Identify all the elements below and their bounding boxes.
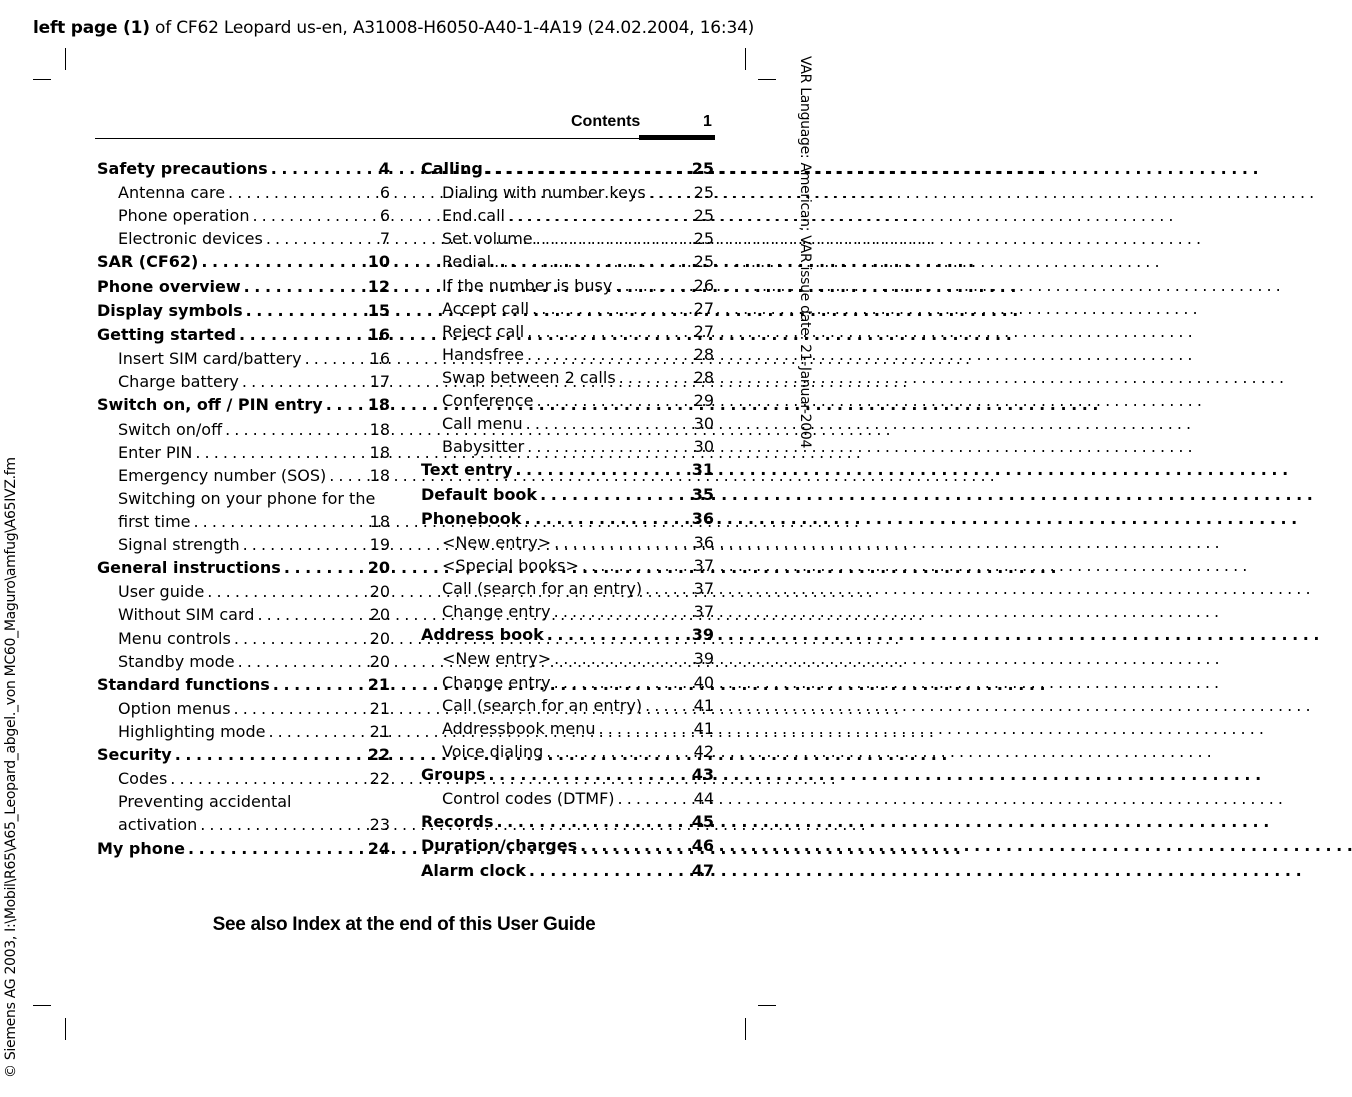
dot-leader [485,763,691,787]
toc-entry-page: 18 [369,442,390,462]
toc-section-entry[interactable] [97,697,390,720]
toc-entry-page: 31 [691,460,714,480]
header-bold-part: left page (1) [33,18,150,38]
crop-mark-tl-h [33,79,51,80]
toc-entry-title: Safety precautions [97,159,268,178]
toc-entry-page: 37 [693,602,714,622]
toc-entry-title: Default book [421,484,538,504]
toc-entry-title: Getting started [97,325,236,345]
toc-section-entry[interactable] [421,577,714,600]
running-head-title: Contents [571,113,641,130]
toc-section-entry[interactable] [421,717,714,740]
toc-entry-title: Without SIM card [118,605,255,625]
toc-section-entry[interactable] [97,487,390,510]
toc-entry-title: General instructions [97,558,281,578]
header-rest: of CF62 Leopard us-en, A31008-H6050-A40-1-4A19 (24.02.2004, 16:34) [149,18,755,38]
toc-entry-title: Option menus [118,698,231,718]
toc-section-entry[interactable] [97,790,390,813]
toc-entry-page: 22 [369,769,390,789]
toc-entry-title: End call [442,206,505,226]
dot-leader [523,412,694,435]
toc-entry-page: 41 [693,718,714,738]
toc-entry-title: Codes [118,769,168,789]
toc-entry-page: 25 [693,206,714,226]
toc-entry-page: 45 [691,812,714,832]
toc-entry-page: 37 [693,579,714,599]
toc-entry-page: 39 [693,649,714,669]
toc-chapter-entry[interactable] [97,743,390,767]
toc-entry-title: Standard functions [97,674,270,694]
toc-section-entry[interactable] [421,554,714,577]
toc-entry-page: 37 [693,555,714,575]
dot-leader [231,697,370,720]
toc-section-entry[interactable] [97,418,390,441]
toc-entry-title: If the number is busy [442,275,613,295]
toc-section-entry[interactable] [97,603,390,626]
toc-entry-title: Call menu [442,414,523,434]
toc-left-column [97,157,390,861]
dot-leader [524,343,694,366]
toc-chapter-entry[interactable] [97,556,390,580]
toc-entry-title: Groups [421,764,486,784]
crop-mark-tl-v [65,48,66,70]
toc-entry-title: first time [118,511,191,531]
dot-leader [537,483,692,507]
toc-entry-title: Swap between 2 calls [442,367,616,387]
toc-chapter-entry[interactable] [97,275,390,299]
dot-leader [235,650,370,673]
dot-leader [265,720,369,743]
dot-leader [491,250,694,273]
dot-leader [281,556,368,580]
toc-entry-title: Emergency number (SOS) [118,465,327,485]
toc-entry-page: 18 [369,465,390,485]
toc-chapter-entry[interactable] [421,859,714,883]
toc-entry-page: 23 [369,815,390,835]
toc-entry-title: activation [118,815,198,835]
dot-leader [533,227,694,250]
toc-entry-page: 29 [693,391,714,411]
toc-entry-page: 19 [369,535,390,555]
toc-entry-page: 30 [693,437,714,457]
dot-leader [615,787,694,810]
toc-entry-title: Call (search for an entry) [442,579,643,599]
toc-section-entry[interactable] [97,627,390,650]
dot-leader [521,507,691,531]
toc-chapter-entry[interactable] [421,623,714,647]
toc-entry-page: 4 [378,159,390,178]
dot-leader [239,370,370,393]
crop-mark-tr-h [758,79,776,80]
toc-entry-title: Charge battery [118,372,239,392]
toc-entry-title: User guide [118,582,205,602]
crop-mark-br-h [758,1005,776,1006]
toc-section-entry[interactable] [421,600,714,623]
dot-leader [524,435,693,458]
dot-leader [270,673,368,697]
dot-leader [254,603,369,626]
toc-section-entry[interactable] [421,297,714,320]
toc-entry-page: 40 [693,672,714,692]
toc-entry-page: 43 [691,764,714,784]
toc-entry-page: 20 [369,605,390,625]
toc-chapter-entry[interactable] [97,157,390,181]
dot-leader [551,671,694,694]
toc-chapter-entry[interactable] [421,458,714,482]
toc-entry-title: Dialing with number keys [442,183,646,203]
toc-entry-title: Antenna care [118,183,226,203]
toc-entry-title: Menu controls [118,628,231,648]
dot-leader [240,533,370,556]
toc-entry-title: Insert SIM card/battery [118,349,302,369]
toc-chapter-entry[interactable] [421,157,714,181]
toc-entry-page: 27 [693,321,714,341]
toc-section-entry[interactable] [421,412,714,435]
dot-leader [579,554,694,577]
toc-chapter-entry[interactable] [421,507,714,531]
toc-chapter-entry[interactable] [421,834,714,858]
dot-leader [236,323,368,347]
dot-leader [263,227,380,250]
toc-section-entry[interactable] [421,204,714,227]
dot-leader [191,510,370,533]
toc-chapter-entry[interactable] [421,483,714,507]
side-note-right: VAR Language: American; VAR issue date: 21-Januar-2004 [797,56,813,449]
toc-entry-page: 39 [691,625,714,645]
toc-entry-title: Security [97,745,172,765]
toc-section-entry[interactable] [421,274,714,297]
toc-section-entry[interactable] [421,647,714,670]
toc-entry-title: Switch on/off [118,419,223,439]
toc-entry-title: Calling [421,159,483,178]
dot-leader [172,743,368,767]
toc-entry-title: Reject call [442,321,525,341]
toc-entry-page: 26 [693,275,714,295]
dot-leader [551,531,694,554]
toc-section-entry[interactable] [421,181,714,204]
print-job-header [33,18,754,38]
toc-entry-title: Redial [442,252,492,272]
toc-entry-page: 46 [691,836,714,856]
toc-entry-page: 28 [693,367,714,387]
header-rule [95,138,715,139]
dot-leader [529,297,694,320]
toc-chapter-entry[interactable] [97,299,390,323]
toc-entry-page: 35 [691,484,714,504]
toc-entry-title: Enter PIN [118,442,193,462]
toc-chapter-entry[interactable] [421,810,714,834]
dot-leader [268,157,379,181]
toc-section-entry[interactable] [97,370,390,393]
crop-mark-br-v [745,1018,746,1040]
dot-leader [483,157,692,181]
toc-entry-page: 12 [367,276,390,296]
toc-section-entry[interactable] [421,740,714,763]
toc-entry-page: 21 [369,698,390,718]
toc-entry-page: 24 [367,838,390,858]
dot-leader [198,250,367,274]
toc-section-entry[interactable] [97,510,390,533]
toc-entry-title: Phone operation [118,206,250,226]
toc-section-entry[interactable] [97,720,390,743]
dot-leader [241,275,368,299]
toc-entry-title: My phone [97,838,185,858]
dot-leader [544,623,692,647]
toc-entry-page: 18 [369,419,390,439]
dot-leader [249,204,379,227]
toc-entry-page: 36 [693,532,714,552]
toc-entry-page: 47 [691,860,714,880]
toc-entry-page: 21 [369,722,390,741]
toc-entry-title: Address book [421,625,544,645]
toc-entry-page: 20 [369,651,390,671]
toc-entry-title: Preventing accidental [118,792,292,812]
crop-mark-tr-v [745,48,746,70]
toc-entry-page: 44 [693,789,714,809]
header-rule-accent [639,135,715,140]
toc-entry-page: 6 [379,183,390,203]
toc-entry-title: Text entry [421,460,513,480]
dot-leader [204,580,369,603]
toc-entry-page: 25 [693,183,714,203]
dot-leader [543,740,693,763]
dot-leader [185,837,368,861]
toc-entry-title: Switch on, off / PIN entry [97,395,323,415]
toc-section-entry[interactable] [97,441,390,464]
toc-entry-page: 18 [367,395,390,415]
dot-leader [494,810,692,834]
toc-entry-title: <Special books> [442,555,579,575]
dot-leader [646,181,694,204]
toc-chapter-entry[interactable] [97,250,390,274]
dot-leader [616,366,694,389]
toc-section-entry[interactable] [97,533,390,556]
toc-chapter-entry[interactable] [97,837,390,861]
toc-entry-page: 27 [693,298,714,318]
toc-entry-page: 41 [693,695,714,715]
toc-entry-title: SAR (CF62) [97,252,199,272]
toc-right-column [421,157,714,883]
dot-leader [231,627,370,650]
toc-entry-page: 20 [369,582,390,602]
dot-leader [167,767,369,790]
dot-leader [222,418,370,441]
toc-section-entry[interactable] [421,671,714,694]
toc-entry-page: 42 [693,741,714,761]
toc-chapter-entry[interactable] [97,393,390,417]
dot-leader [596,717,694,740]
toc-entry-title: Change entry [442,602,551,622]
toc-section-entry[interactable] [421,343,714,366]
toc-entry-title: Accept call [442,298,530,318]
toc-section-entry[interactable] [97,650,390,673]
crop-mark-bl-h [33,1005,51,1006]
dot-leader [551,600,694,623]
toc-section-entry[interactable] [97,347,390,370]
toc-section-entry[interactable] [421,787,714,810]
toc-entry-title: Electronic devices [118,229,263,249]
toc-entry-title: Highlighting mode [118,722,266,741]
dot-leader [326,464,369,487]
dot-leader [533,389,693,412]
toc-section-entry[interactable] [421,694,714,717]
toc-entry-title: Duration/charges [421,836,578,856]
toc-entry-page: 25 [691,159,714,178]
toc-entry-page: 18 [369,511,390,531]
toc-entry-title: <New entry> [442,532,552,552]
toc-section-entry[interactable] [97,227,390,250]
toc-entry-title: Standby mode [118,651,235,671]
dot-leader [505,204,694,227]
toc-chapter-entry[interactable] [97,673,390,697]
toc-entry-page: 28 [693,344,714,364]
toc-section-entry[interactable] [421,227,714,250]
toc-entry-title: Conference [442,391,534,411]
dot-leader [526,859,692,883]
toc-section-entry[interactable] [421,320,714,343]
toc-entry-page: 16 [367,325,390,345]
dot-leader [323,393,368,417]
dot-leader [642,694,694,717]
dot-leader [192,441,369,464]
toc-section-entry[interactable] [97,767,390,790]
dot-leader [524,320,693,343]
toc-entry-page: 25 [693,229,714,249]
toc-section-entry[interactable] [97,464,390,487]
toc-entry-title: Voice dialing [442,741,544,761]
toc-entry-page: 25 [693,252,714,272]
toc-entry-page: 20 [369,628,390,648]
toc-entry-title: Switching on your phone for the [118,488,376,508]
toc-entry-page: 30 [693,414,714,434]
toc-entry-page: 7 [379,229,390,249]
toc-entry-page: 6 [379,206,390,226]
crop-mark-bl-v [65,1018,66,1040]
toc-section-entry[interactable] [97,813,390,836]
toc-section-entry[interactable] [97,580,390,603]
dot-leader [577,834,692,858]
dot-leader [551,647,694,670]
dot-leader [197,813,369,836]
toc-entry-title: Phone overview [97,276,241,296]
toc-entry-title: Babysitter [442,437,525,457]
toc-entry-page: 15 [367,300,390,320]
dot-leader [612,274,693,297]
toc-entry-title: Addressbook menu [442,718,596,738]
toc-entry-title: Handsfree [442,344,525,364]
dot-leader [243,299,368,323]
dot-leader [225,181,380,204]
toc-entry-title: Set volume [442,229,533,249]
toc-entry-title: Phonebook [421,508,522,528]
toc-section-entry[interactable] [97,204,390,227]
toc-chapter-entry[interactable] [421,763,714,787]
toc-entry-page: 20 [367,558,390,578]
side-note-left: © Siemens AG 2003, I:\Mobil\R65\A65_Leopard_abgel._von MC60_Maguro\amfug\A65IVZ.fm [3,457,19,1078]
toc-entry-title: <New entry> [442,649,552,669]
toc-entry-page: 16 [369,349,390,369]
toc-section-entry[interactable] [421,250,714,273]
index-note: See also Index at the end of this User Guide [212,914,596,935]
dot-leader [512,458,691,482]
dot-leader [302,347,370,370]
toc-entry-title: Change entry [442,672,551,692]
toc-entry-title: Control codes (DTMF) [442,789,615,809]
toc-section-entry[interactable] [421,389,714,412]
toc-section-entry[interactable] [421,435,714,458]
toc-entry-title: Alarm clock [421,860,526,880]
toc-chapter-entry[interactable] [97,323,390,347]
toc-entry-title: Display symbols [97,300,243,320]
toc-entry-page: 10 [367,252,390,272]
toc-entry-page: 17 [369,372,390,392]
toc-entry-page: 36 [691,508,714,528]
toc-section-entry[interactable] [421,366,714,389]
toc-section-entry[interactable] [421,531,714,554]
toc-section-entry[interactable] [97,181,390,204]
toc-entry-page: 21 [367,674,390,694]
running-head-page: 1 [703,113,712,130]
toc-entry-page: 22 [367,745,390,765]
toc-entry-title: Call (search for an entry) [442,695,643,715]
toc-entry-title: Records [421,812,494,832]
dot-leader [642,577,694,600]
toc-entry-title: Signal strength [118,535,240,555]
